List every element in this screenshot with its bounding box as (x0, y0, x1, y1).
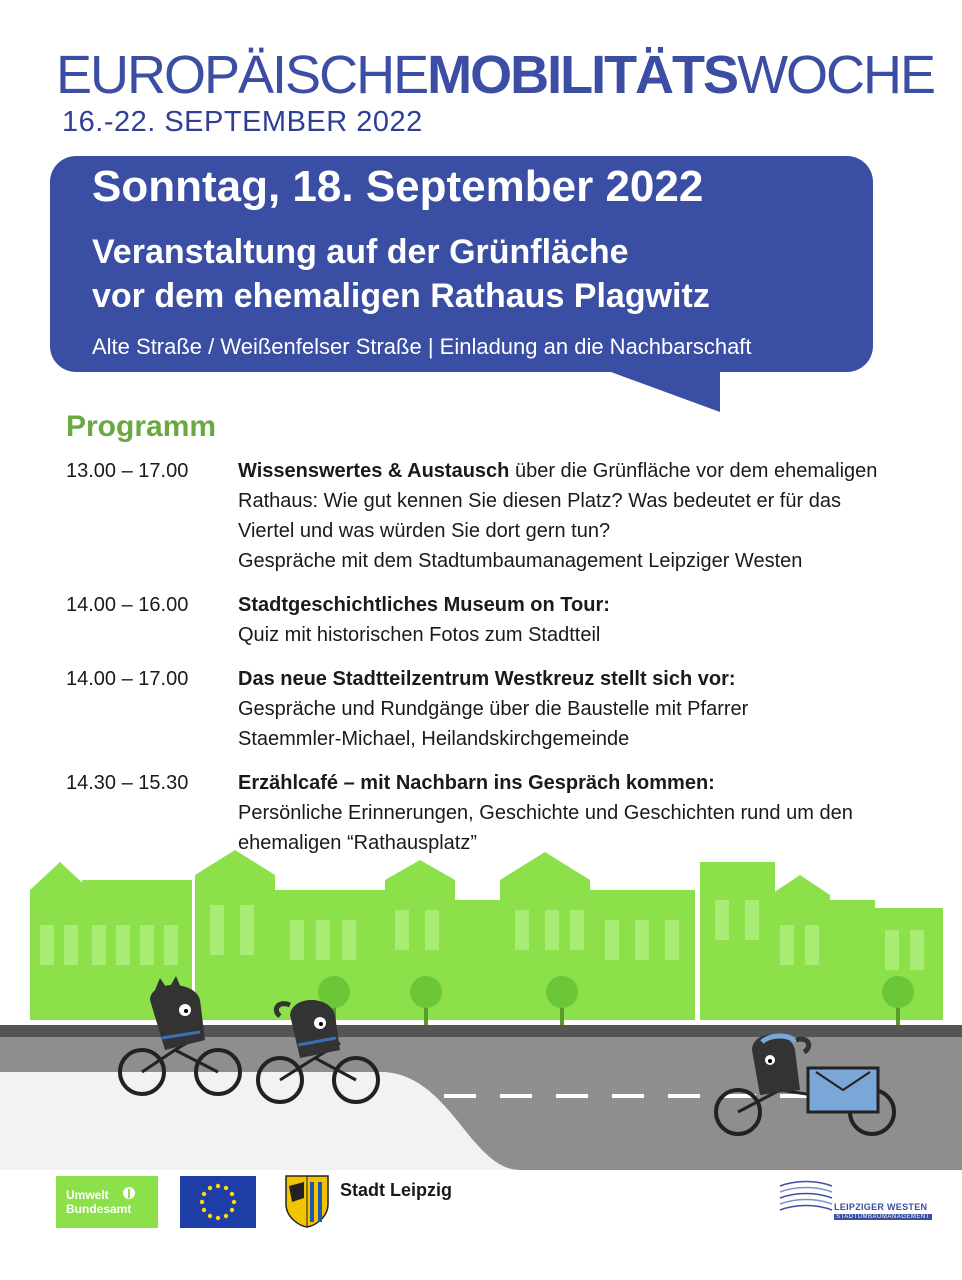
program-item-title: Wissenswertes & Austausch (238, 460, 510, 482)
event-week-dates: 16.-22. SEPTEMBER 2022 (62, 106, 423, 138)
program-time: 14.00 – 16.00 (66, 594, 189, 616)
program-item-text: Quiz mit historischen Fotos zum Stadtteil (238, 624, 601, 646)
brand-title-part3: WOCHE (737, 45, 935, 105)
program-item (66, 664, 896, 754)
bubble-tail (600, 368, 730, 416)
program-time: 13.00 – 17.00 (66, 460, 189, 482)
leipzig-coat-of-arms-icon (284, 1174, 330, 1228)
event-date: Sonntag, 18. September 2022 (92, 162, 704, 211)
program-description (238, 590, 896, 650)
program-time: 14.30 – 15.30 (66, 772, 189, 794)
program-item-text: Gespräche und Rundgänge über die Baustelle mit Pfarrer Staemmler-Michael, Heilandskirchgemeinde (238, 698, 749, 750)
brand-title-part2: MOBILITÄTS (427, 45, 738, 105)
brand-title-part1: EUROPÄISCHE (56, 45, 428, 105)
eu-flag-icon (180, 1176, 256, 1228)
program-item-title: Erzählcafé – mit Nachbarn ins Gespräch kommen: (238, 772, 715, 794)
program-item (66, 590, 896, 650)
brand-title (56, 44, 934, 106)
city-street-illustration (0, 840, 962, 1170)
event-venue-line1: Veranstaltung auf der Grünfläche (92, 233, 629, 271)
program-description (238, 664, 896, 754)
program-title: Programm (66, 410, 217, 443)
program-time: 14.00 – 17.00 (66, 668, 189, 690)
road-top-edge (0, 1025, 962, 1037)
event-venue-line2: vor dem ehemaligen Rathaus Plagwitz (92, 277, 710, 315)
program-description (238, 456, 896, 576)
program-item-title: Stadtgeschichtliches Museum on Tour: (238, 594, 610, 616)
umweltbundesamt-logo (56, 1176, 158, 1228)
program-item (66, 456, 896, 576)
program-item-title: Das neue Stadtteilzentrum Westkreuz stellt sich vor: (238, 668, 736, 690)
leipziger-westen-subtitle: STADTUMBAUMANAGEMENT (836, 1214, 930, 1220)
uba-line1: Umwelt (66, 1188, 109, 1202)
program-item-text: Persönliche Erinnerungen, Geschichte und Geschichten rund um den ehemaligen “Rathausplatz” (238, 802, 853, 854)
event-venue (92, 230, 710, 318)
program-list (66, 456, 896, 872)
city-name: Stadt Leipzig (340, 1180, 452, 1200)
program-item-text: über die Grünfläche vor dem ehemaligen Rathaus: Wie gut kennen Sie diesen Platz? Was bedeutet er für das Viertel und was würden Sie dort gern tun? (238, 460, 878, 542)
uba-leaf-icon (122, 1186, 136, 1200)
leipziger-westen-name: LEIPZIGER WESTEN (834, 1202, 928, 1212)
uba-line2: Bundesamt (66, 1202, 132, 1216)
program-item-extra: Gespräche mit dem Stadtumbaumanagement Leipziger Westen (238, 550, 803, 572)
event-address: Alte Straße / Weißenfelser Straße | Einladung an die Nachbarschaft (92, 334, 752, 359)
